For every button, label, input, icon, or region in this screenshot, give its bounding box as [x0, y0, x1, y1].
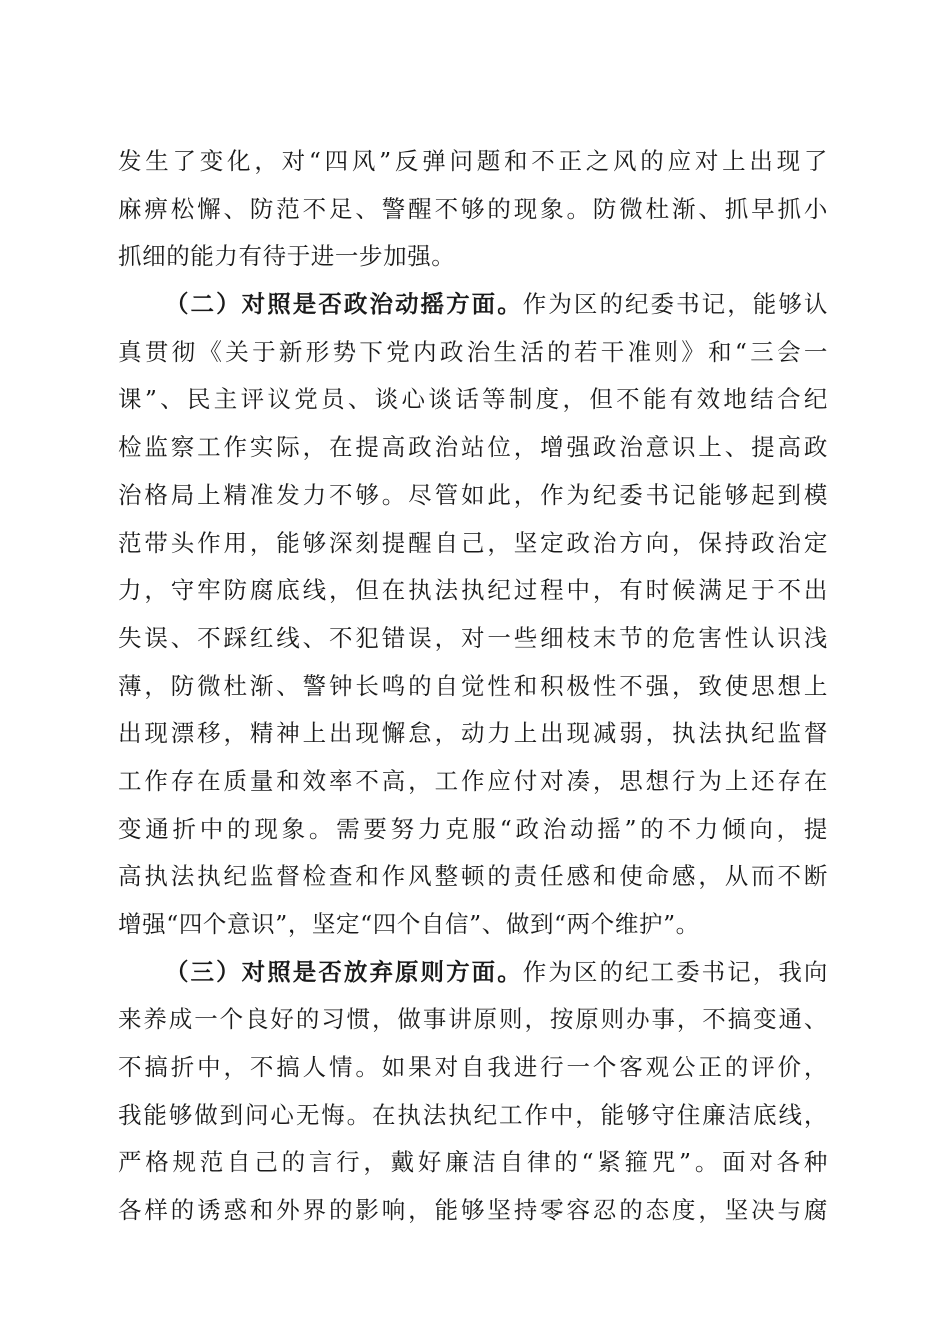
text-line: 工作存在质量和效率不高，工作应付对凑，思想行为上还存在: [118, 766, 828, 795]
paragraph-first-line: [118, 949, 828, 997]
text-line: 真贯彻《关于新形势下党内政治生活的若干准则》和“三会一: [118, 337, 828, 366]
text-span: 作为区的纪委书记，能够认: [522, 290, 828, 319]
text-span: 作为区的纪工委书记，我向: [522, 957, 828, 986]
paragraph-3: [118, 949, 828, 1235]
text-line: 力，守牢防腐底线，但在执法执纪过程中，有时候满足于不出: [118, 576, 828, 605]
text-line: 麻痹松懈、防范不足、警醒不够的现象。防微杜渐、抓早抓小: [118, 194, 828, 223]
section-heading: （二）对照是否政治动摇方面。: [165, 290, 523, 319]
paragraph-2: [118, 281, 828, 949]
text-line: 增强“四个意识”，坚定“四个自信”、做到“两个维护”。: [118, 910, 700, 938]
section-heading: （三）对照是否放弃原则方面。: [165, 957, 523, 986]
text-line: 检监察工作实际，在提高政治站位，增强政治意识上、提高政: [118, 433, 828, 462]
text-line: 不搞折中，不搞人情。如果对自我进行一个客观公正的评价，: [118, 1053, 828, 1082]
text-line: 高执法执纪监督检查和作风整顿的责任感和使命感，从而不断: [118, 862, 828, 891]
document-page: [118, 138, 828, 1235]
text-line: 出现漂移，精神上出现懈怠，动力上出现减弱，执法执纪监督: [118, 719, 828, 748]
text-line: 发生了变化，对“四风”反弹问题和不正之风的应对上出现了: [118, 147, 828, 175]
paragraph-first-line: [118, 281, 828, 329]
paragraph-1: [118, 138, 828, 281]
text-line: 失误、不踩红线、不犯错误，对一些细枝末节的危害性认识浅: [118, 623, 828, 652]
text-line: 变通折中的现象。需要努力克服“政治动摇”的不力倾向，提: [118, 814, 828, 843]
text-line: 各样的诱惑和外界的影响，能够坚持零容忍的态度，坚决与腐: [118, 1196, 828, 1225]
text-line: 范带头作用，能够深刻提醒自己，坚定政治方向，保持政治定: [118, 528, 828, 557]
text-line: 来养成一个良好的习惯，做事讲原则，按原则办事，不搞变通、: [118, 1005, 828, 1034]
text-line: 课”、民主评议党员、谈心谈话等制度，但不能有效地结合纪: [118, 385, 828, 414]
text-line: 治格局上精准发力不够。尽管如此，作为纪委书记能够起到模: [118, 480, 828, 509]
text-line: 我能够做到问心无悔。在执法执纪工作中，能够守住廉洁底线，: [118, 1100, 828, 1129]
text-line: 严格规范自己的言行，戴好廉洁自律的“紧箍咒”。面对各种: [118, 1148, 828, 1177]
text-line: 抓细的能力有待于进一步加强。: [118, 242, 456, 271]
text-line: 薄，防微杜渐、警钟长鸣的自觉性和积极性不强，致使思想上: [118, 671, 828, 700]
